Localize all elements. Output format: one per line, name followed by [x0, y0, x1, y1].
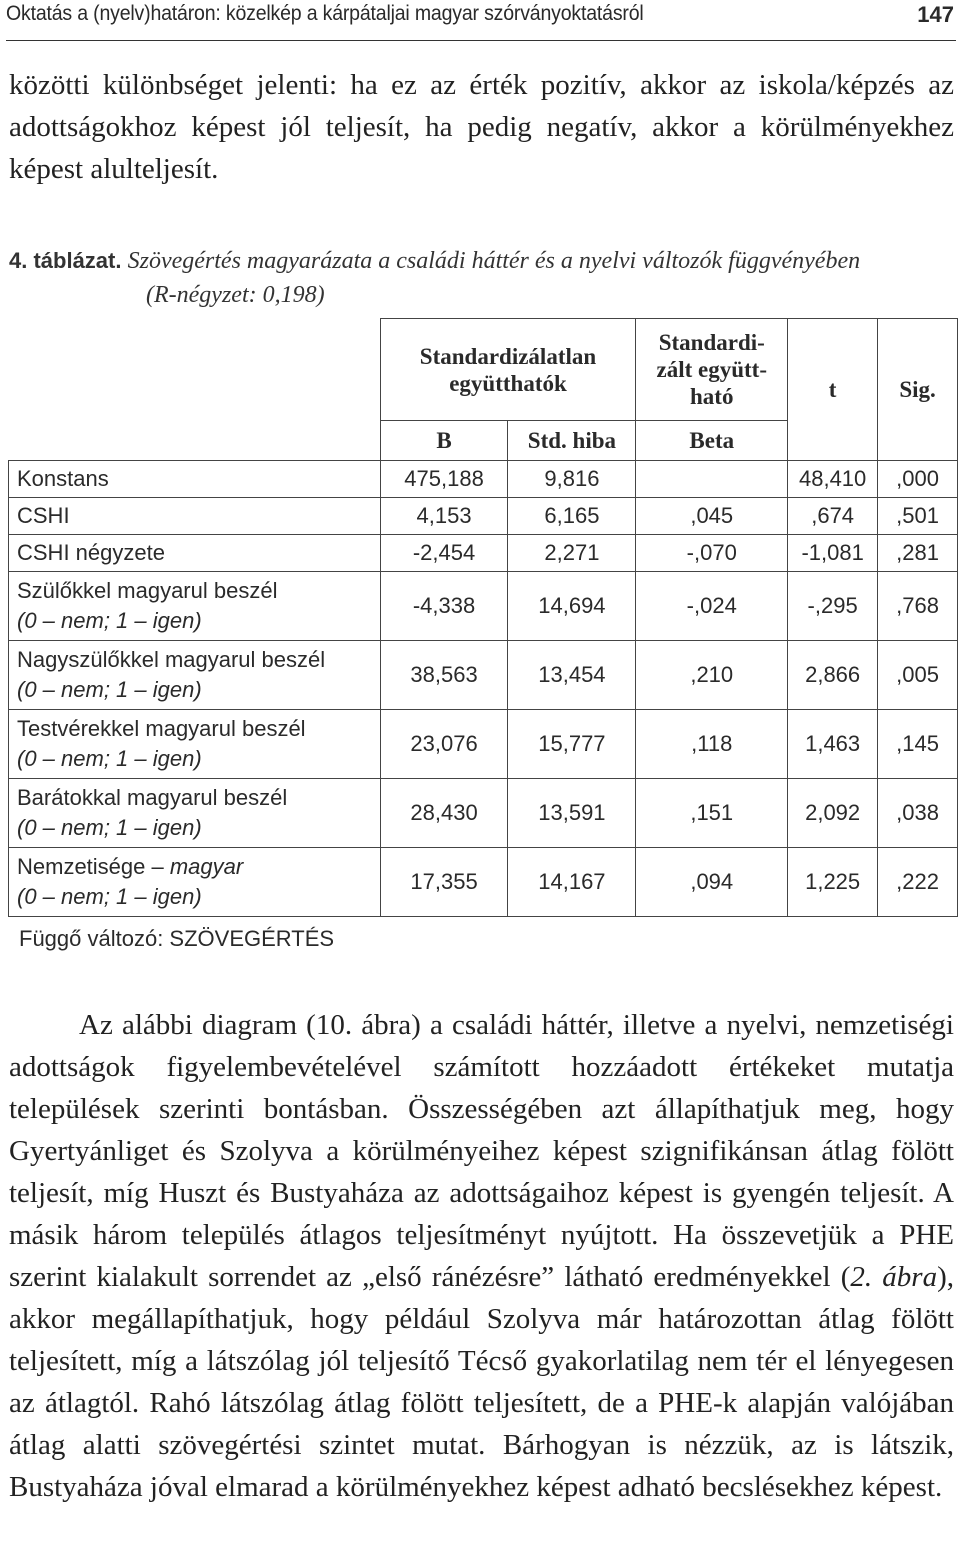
cell-beta: -,070 [636, 535, 788, 572]
cell-sig: ,038 [878, 779, 958, 848]
table-caption-r-squared: (R-négyzet: 0,198) [146, 282, 325, 308]
table-row [9, 641, 958, 710]
cell-sig: ,281 [878, 535, 958, 572]
table-caption-label: 4. táblázat. [9, 248, 122, 273]
cell-se: 14,694 [508, 572, 636, 641]
cell-b: 4,153 [380, 498, 508, 535]
cell-sig: ,501 [878, 498, 958, 535]
cell-beta: ,151 [636, 779, 788, 848]
table-row [9, 848, 958, 917]
table-row [9, 572, 958, 641]
cell-t: 48,410 [788, 461, 878, 498]
cell-b: 23,076 [380, 710, 508, 779]
header-corner [9, 319, 381, 461]
row-label: Nemzetisége – magyar (0 – nem; 1 – igen) [9, 848, 381, 917]
cell-t: 2,866 [788, 641, 878, 710]
table-row [9, 710, 958, 779]
header-sig: Sig. [878, 319, 958, 461]
row-label: Konstans [9, 461, 381, 498]
cell-b: -2,454 [380, 535, 508, 572]
cell-sig: ,005 [878, 641, 958, 710]
cell-b: 17,355 [380, 848, 508, 917]
header-unstandardized: Standardizálatlan együtthatók [380, 319, 636, 421]
cell-t: -,295 [788, 572, 878, 641]
cell-t: ,674 [788, 498, 878, 535]
row-label: Testvérekkel magyarul beszél (0 – nem; 1 – igen) [9, 710, 381, 779]
row-label: CSHI négyzete [9, 535, 381, 572]
running-head-title: Oktatás a (nyelv)határon: közelkép a kárpátaljai magyar szórványoktatásról [6, 2, 644, 25]
cell-beta: ,210 [636, 641, 788, 710]
table-row [9, 779, 958, 848]
cell-beta: ,045 [636, 498, 788, 535]
body-paragraph: Az alábbi diagram (10. ábra) a családi háttér, illetve a nyelvi, nemzetiségi adottságok figyelembevételével számított hozzáadott értékeket mutatja települések szerinti bontásban. Összességében azt állapíthatjuk meg, hogy Gyertyánliget és Szolyva a körülményeihez képest szignifikánsan átlag fölött teljesít, míg Huszt és Bustyaháza az adottságaihoz képest is gyengén teljesít. A másik három település átlagos teljesítményt nyújtott. Ha összevetjük a PHE szerint kialakult sorrendet az „első ránézésre” látható eredményekkel (2. ábra), akkor megállapíthatjuk, hogy például Szolyva már határozottan átlag fölött teljesített, míg a látszólag jól teljesítő Técső gyakorlatilag nem tér el lényegesen az átlagtól. Rahó látszólag átlag fölött teljesített, de a PHE-k alapján valójában átlag alatti szövegértési szintet mutat. Bárhogyan is nézzük, az is látszik, Bustyaháza jóval elmarad a körülményekhez képest adható becslésekhez képest. [9, 1009, 954, 1503]
cell-b: 38,563 [380, 641, 508, 710]
header-t: t [788, 319, 878, 461]
cell-se: 13,591 [508, 779, 636, 848]
cell-sig: ,768 [878, 572, 958, 641]
header-standardized: Standardi- zált együtt- ható [636, 319, 788, 421]
cell-sig: ,222 [878, 848, 958, 917]
table-caption-text: Szövegértés magyarázata a családi háttér és a nyelvi változók függvényében [127, 248, 861, 274]
cell-t: 2,092 [788, 779, 878, 848]
cell-se: 13,454 [508, 641, 636, 710]
table-row [9, 498, 958, 535]
cell-b: 28,430 [380, 779, 508, 848]
cell-se: 15,777 [508, 710, 636, 779]
cell-beta: ,094 [636, 848, 788, 917]
cell-se: 14,167 [508, 848, 636, 917]
cell-sig: ,000 [878, 461, 958, 498]
row-label: Szülőkkel magyarul beszél (0 – nem; 1 – igen) [9, 572, 381, 641]
cell-beta: -,024 [636, 572, 788, 641]
cell-t: 1,463 [788, 710, 878, 779]
row-label: CSHI [9, 498, 381, 535]
header-std-error: Std. hiba [508, 421, 636, 461]
table-caption [9, 244, 954, 312]
cell-se: 6,165 [508, 498, 636, 535]
table-row [9, 461, 958, 498]
header-beta: Beta [636, 421, 788, 461]
intro-paragraph: közötti különbséget jelenti: ha ez az érték pozitív, akkor az iskola/képzés az adottságokhoz képest jól teljesít, ha pedig negatív, akkor a körülményekhez képest alulteljesít. [9, 69, 954, 185]
regression-table [8, 318, 958, 917]
running-head [6, 0, 956, 41]
row-label: Nagyszülőkkel magyarul beszél (0 – nem; 1 – igen) [9, 641, 381, 710]
table-footnote: Függő változó: SZÖVEGÉRTÉS [19, 926, 335, 951]
cell-beta: ,118 [636, 710, 788, 779]
cell-sig: ,145 [878, 710, 958, 779]
cell-b: 475,188 [380, 461, 508, 498]
cell-se: 2,271 [508, 535, 636, 572]
cell-t: 1,225 [788, 848, 878, 917]
cell-beta [636, 461, 788, 498]
row-label: Barátokkal magyarul beszél (0 – nem; 1 – igen) [9, 779, 381, 848]
header-b: B [380, 421, 508, 461]
cell-t: -1,081 [788, 535, 878, 572]
page-number: 147 [917, 2, 954, 27]
cell-b: -4,338 [380, 572, 508, 641]
table-row [9, 535, 958, 572]
cell-se: 9,816 [508, 461, 636, 498]
